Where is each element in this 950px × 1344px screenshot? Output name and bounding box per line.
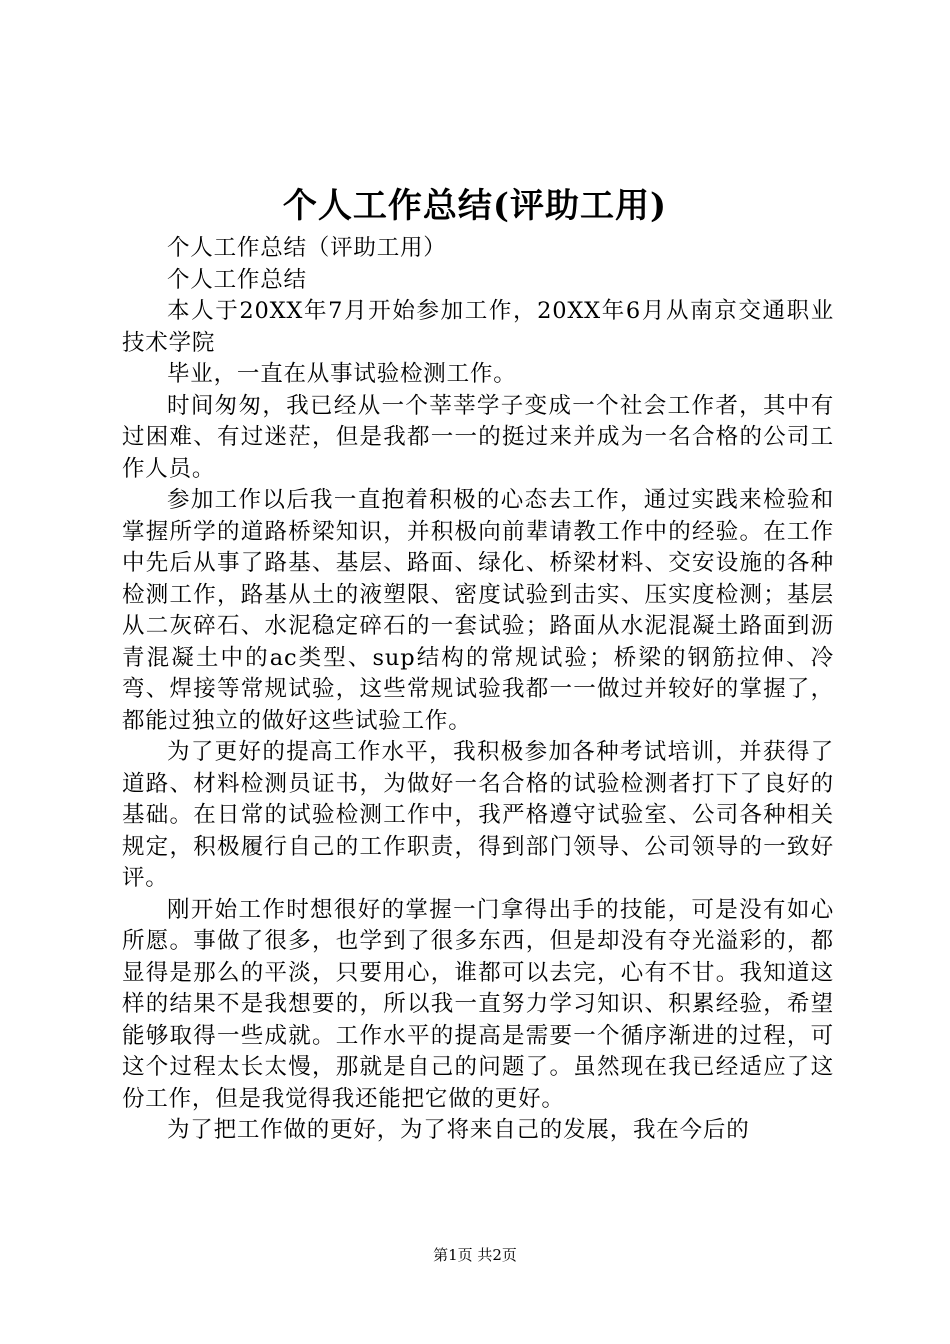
document-title: 个人工作总结(评助工用) <box>282 186 668 226</box>
page-indicator: 第1页 共2页 <box>433 1246 517 1264</box>
paragraph-training: 为了更好的提高工作水平，我积极参加各种考试培训，并获得了道路、材料检测员证书，为做好一名合格的试验检测者打下了良好的基础。在日常的试验检测工作中，我严格遵守试验室、公司各种相关规定，积极履行自己的工作职责，得到部门领导、公司领导的一致好评。 <box>122 739 834 891</box>
document-body <box>122 233 834 1147</box>
paragraph-graduation: 毕业，一直在从事试验检测工作。 <box>167 361 517 387</box>
paragraph-subtitle: 个人工作总结（评助工用） <box>167 235 447 261</box>
paragraph-intro: 本人于20XX年7月开始参加工作，20XX年6月从南京交通职业技术学院 <box>122 298 834 356</box>
paragraph-future: 为了把工作做的更好，为了将来自己的发展，我在今后的 <box>167 1117 750 1143</box>
paragraph-heading: 个人工作总结 <box>167 266 307 293</box>
paragraph-time: 时间匆匆，我已经从一个莘莘学子变成一个社会工作者，其中有过困难、有过迷茫，但是我都一一的挺过来并成为一名合格的公司工作人员。 <box>122 392 834 482</box>
paragraph-work-experience: 参加工作以后我一直抱着积极的心态去工作，通过实践来检验和掌握所学的道路桥梁知识，并积极向前辈请教工作中的经验。在工作中先后从事了路基、基层、路面、绿化、桥梁材料、交安设施的各种检测工作，路基从土的液塑限、密度试验到击实、压实度检测；基层从二灰碎石、水泥稳定碎石的一套试验；路面从水泥混凝土路面到沥青混凝土中的ac类型、sup结构的常规试验；桥梁的钢筋拉伸、冷弯、焊接等常规试验，这些常规试验我都一一做过并较好的掌握了，都能过独立的做好这些试验工作。 <box>122 487 834 734</box>
paragraph-reflection: 刚开始工作时想很好的掌握一门拿得出手的技能，可是没有如心所愿。事做了很多，也学到了很多东西，但是却没有夺光溢彩的，都显得是那么的平淡，只要用心，谁都可以去完，心有不甘。我知道这样的结果不是我想要的，所以我一直努力学习知识、积累经验，希望能够取得一些成就。工作水平的提高是需要一个循序渐进的过程，可这个过程太长太慢，那就是自己的问题了。虽然现在我已经适应了这份工作，但是我觉得我还能把它做的更好。 <box>122 896 834 1112</box>
